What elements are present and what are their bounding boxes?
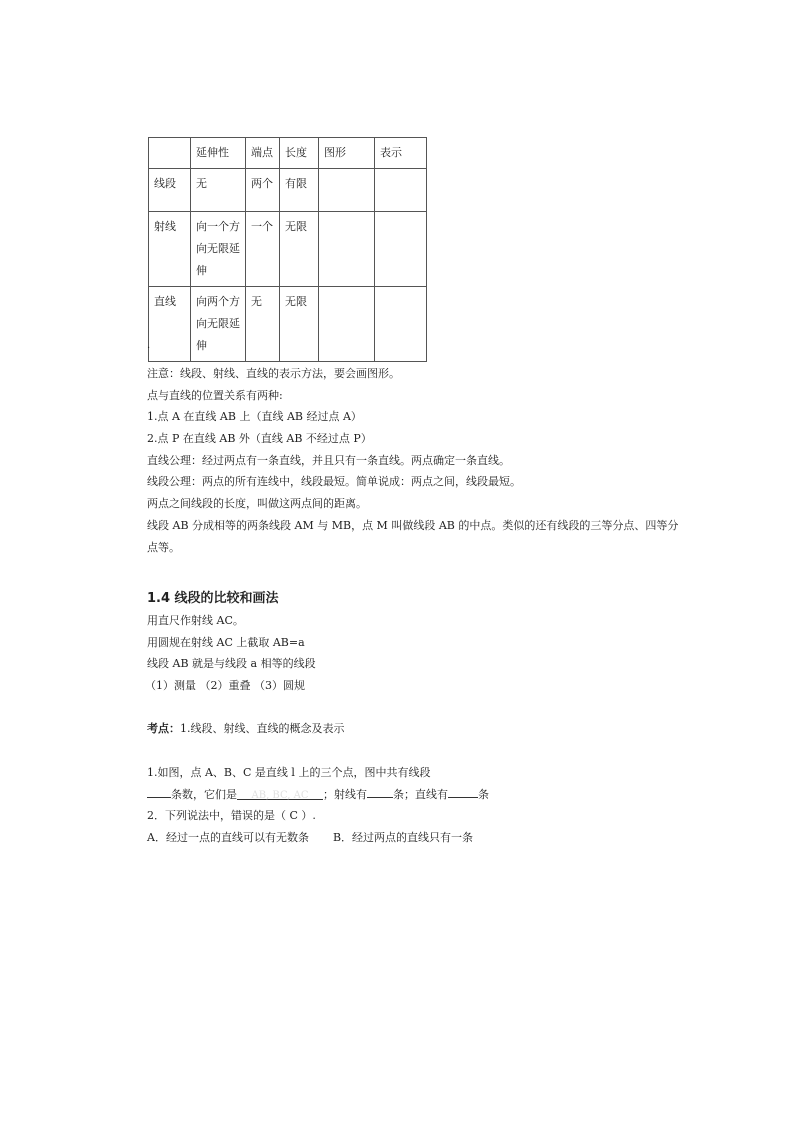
extension-cell: 向一个方向无限延伸 (191, 212, 246, 287)
exam-point-label: 考点： (147, 722, 180, 735)
extension-cell: 向两个方向无限延伸 (191, 287, 246, 362)
endpoints-cell: 一个 (246, 212, 280, 287)
answer-blank (147, 786, 171, 798)
note-line: 直线公理：经过两点有一条直线，并且只有一条直线。两点确定一条直线。 (147, 454, 510, 467)
header-cell: 图形 (319, 138, 375, 169)
table-header-row (149, 138, 427, 169)
row-name-cell: 射线 (149, 212, 191, 287)
extension-cell: 无 (191, 169, 246, 212)
row-name-cell: 线段 (149, 169, 191, 212)
answer-blank-faded: AB, BC, AC (237, 788, 323, 800)
length-cell: 无限 (280, 212, 319, 287)
q1-text-d: 条 (478, 788, 489, 801)
option-a: A．经过一点的直线可以有无数条 (147, 831, 309, 844)
section-line: 用直尺作射线 AC。 (147, 614, 244, 627)
header-cell: 长度 (280, 138, 319, 169)
header-cell: 延伸性 (191, 138, 246, 169)
stray-dot: · (147, 343, 151, 354)
question-1-line-1: 1.如图，点 A、B、C 是直线 l 上的三个点，图中共有线段 (147, 766, 431, 779)
figure-cell (319, 287, 375, 362)
note-line: 注意：线段、射线、直线的表示方法，要会画图形。 (147, 367, 400, 380)
table-row (149, 212, 427, 287)
endpoints-cell: 两个 (246, 169, 280, 212)
section-heading: 1.4 线段的比较和画法 (147, 591, 279, 606)
figure-cell (319, 212, 375, 287)
answer-blank (448, 786, 478, 798)
question-2: 2．下列说法中，错误的是（ C ）. (147, 809, 316, 822)
table-row (149, 169, 427, 212)
note-line: 点等。 (147, 541, 180, 554)
question-2-options (147, 830, 473, 846)
q1-text-b: ；射线有 (323, 788, 367, 801)
notation-cell (375, 287, 427, 362)
endpoints-cell: 无 (246, 287, 280, 362)
q1-text-a: 条数，它们是 (171, 788, 237, 801)
note-line: 1.点 A 在直线 AB 上（直线 AB 经过点 A） (147, 410, 362, 423)
option-b: B．经过两点的直线只有一条 (332, 831, 474, 844)
note-line: 两点之间线段的长度，叫做这两点间的距离。 (147, 497, 367, 510)
notation-cell (375, 212, 427, 287)
section-line: （1）测量 （2）重叠 （3）圆规 (145, 679, 305, 692)
question-1-line-2 (147, 786, 489, 803)
header-cell: 表示 (375, 138, 427, 169)
header-cell (149, 138, 191, 169)
section-line: 用圆规在射线 AC 上截取 AB=a (147, 636, 305, 649)
note-line: 线段 AB 分成相等的两条线段 AM 与 MB，点 M 叫做线段 AB 的中点。类似的还有线段的三等分点、四等分 (147, 519, 679, 532)
figure-cell (319, 169, 375, 212)
header-cell: 端点 (246, 138, 280, 169)
exam-point-line (147, 721, 345, 737)
length-cell: 无限 (280, 287, 319, 362)
length-cell: 有限 (280, 169, 319, 212)
table-row (149, 287, 427, 362)
notation-cell (375, 169, 427, 212)
row-name-cell: 直线 (149, 287, 191, 362)
note-line: 线段公理：两点的所有连线中，线段最短。简单说成：两点之间，线段最短。 (147, 475, 521, 488)
line-properties-table (148, 137, 427, 362)
section-line: 线段 AB 就是与线段 a 相等的线段 (147, 657, 316, 670)
note-line: 2.点 P 在直线 AB 外（直线 AB 不经过点 P） (147, 432, 372, 445)
q1-text-c: 条；直线有 (393, 788, 448, 801)
note-line: 点与直线的位置关系有两种: (147, 389, 283, 402)
answer-blank (367, 786, 393, 798)
exam-point-topic: 1.线段、射线、直线的概念及表示 (180, 722, 345, 735)
